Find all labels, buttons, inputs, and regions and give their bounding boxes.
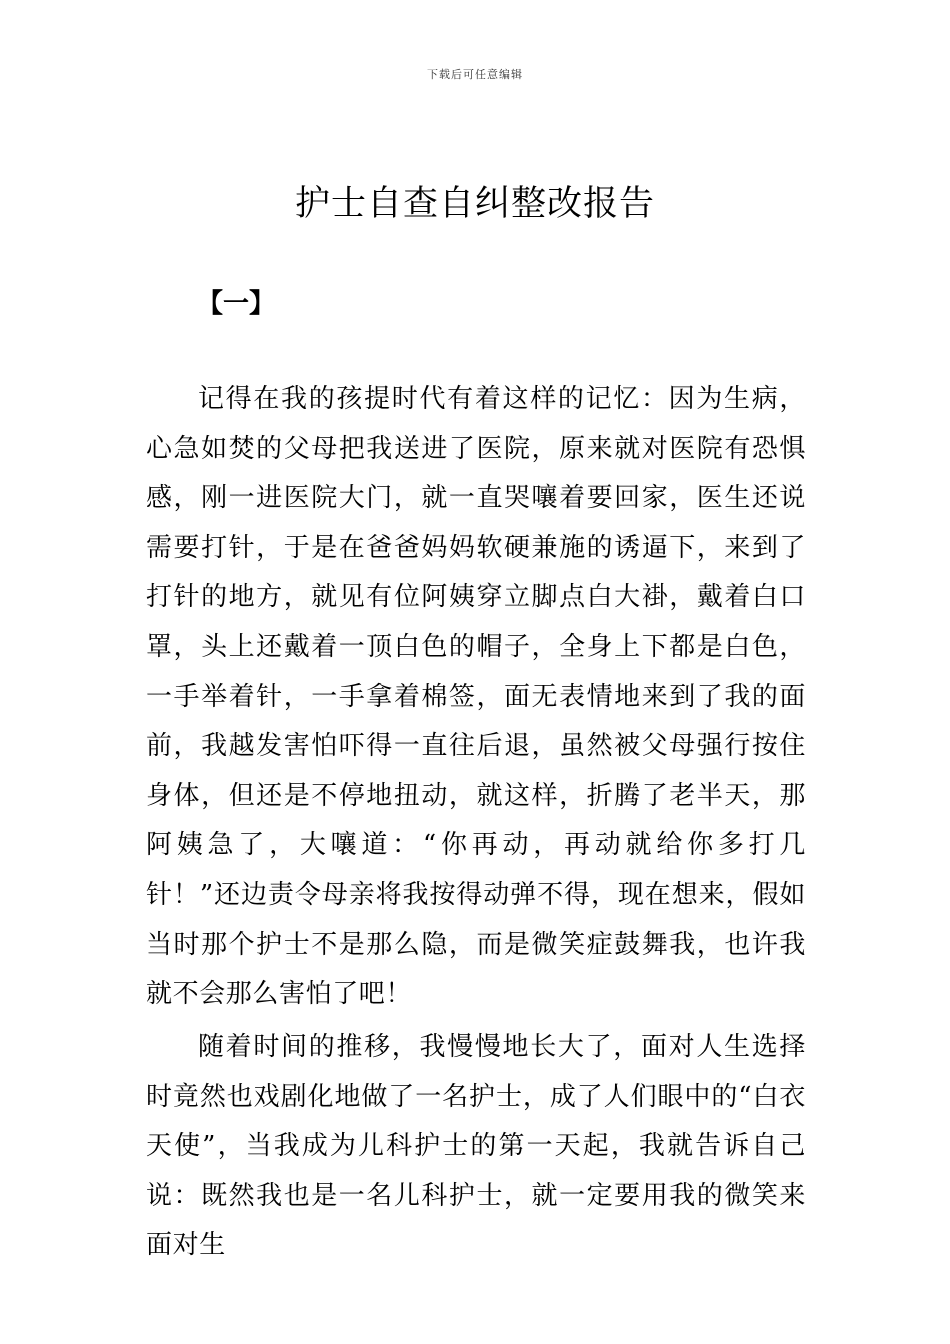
- body-paragraph-1: 记得在我的孩提时代有着这样的记忆：因为生病，心急如焚的父母把我送进了医院，原来就对医院有恐惧感，刚一进医院大门，就一直哭嚷着要回家，医生还说需要打针，于是在爸爸妈妈软硬兼施的诱逼下，来到了打针的地方，就见有位阿姨穿立脚点白大褂，戴着白口罩，头上还戴着一顶白色的帽子，全身上下都是白色，一手举着针，一手拿着棉签，面无表情地来到了我的面前，我越发害怕吓得一直往后退，虽然被父母强行按住身体，但还是不停地扭动，就这样，折腾了老半天，那阿姨急了，大嚷道：“你再动，再动就给你多打几针！”还边责令母亲将我按得动弹不得，现在想来，假如当时那个护士不是那么隐，而是微笑症鼓舞我，也许我就不会那么害怕了吧！: [146, 384, 806, 1010]
- body-paragraph-2: 随着时间的推移，我慢慢地长大了，面对人生选择时竟然也戏剧化地做了一名护士，成了人们眼中的“白衣天使”，当我成为儿科护士的第一天起，我就告诉自己说：既然我也是一名儿科护士，就一定要用我的微笑来面对生: [146, 1032, 806, 1261]
- header-note: 下载后可任意编辑: [427, 68, 523, 81]
- section-label: 【一】: [197, 289, 276, 319]
- document-title: 护士自查自纠整改报告: [294, 184, 655, 224]
